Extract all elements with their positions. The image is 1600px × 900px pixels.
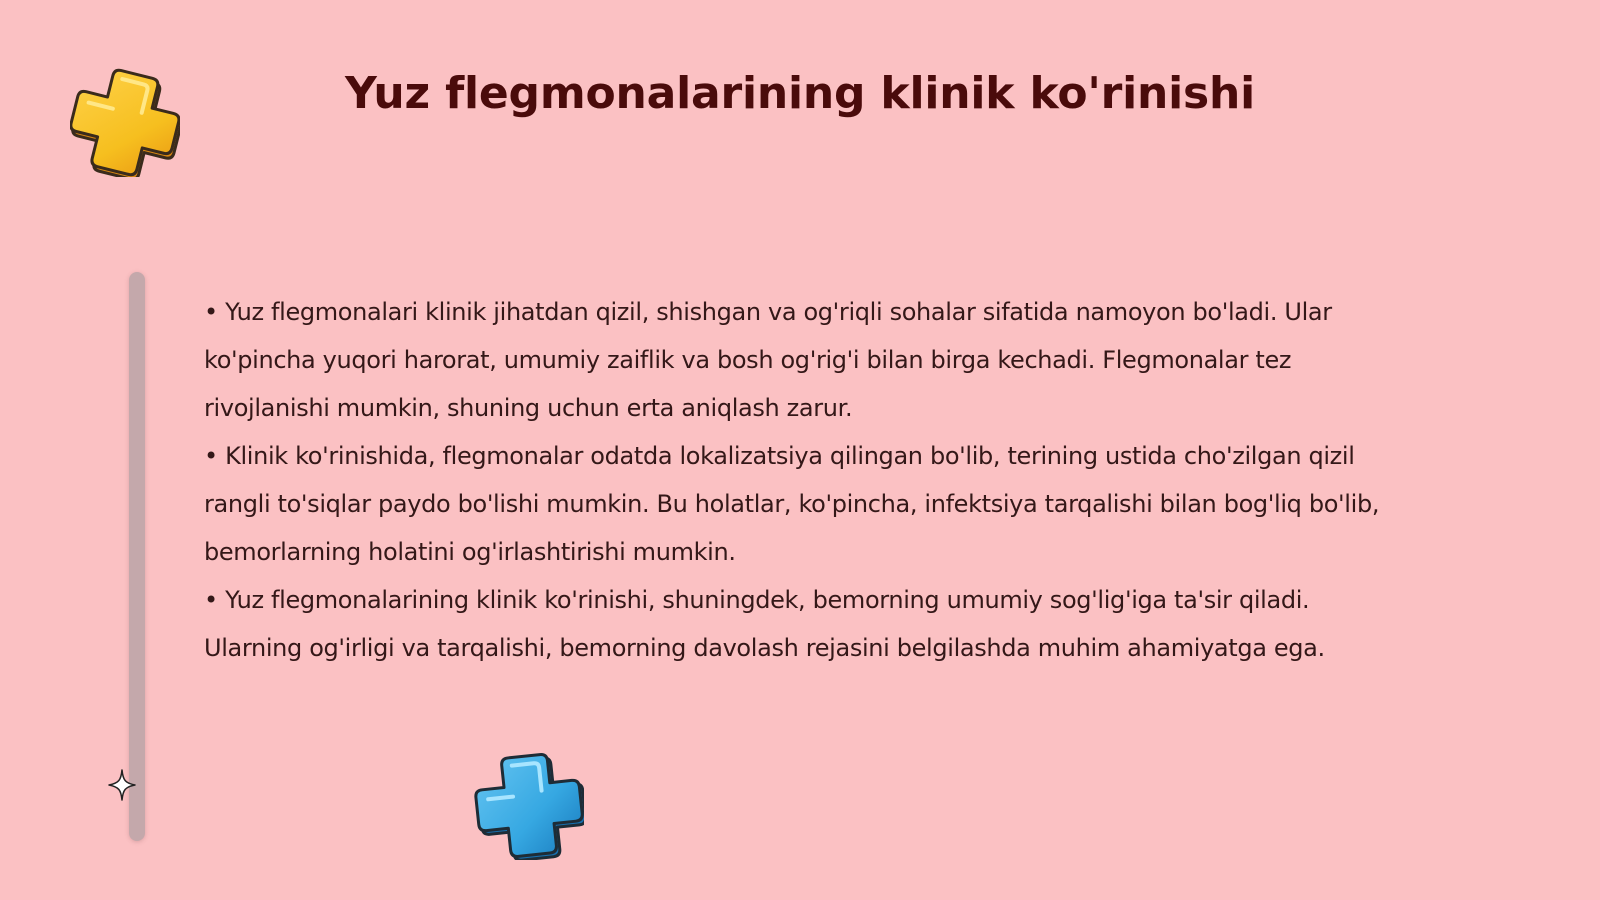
body-paragraph-3: • Yuz flegmonalarining klinik ko'rinishi, shuningdek, bemorning umumiy sog'lig'iga ta'sir qiladi. Ularning og'irligi va tarqalishi, bemorning davolash rejasini belgilashda muhim ahamiyatga ega.	[204, 586, 1325, 662]
body-paragraph-1: • Yuz flegmonalari klinik jihatdan qizil, shishgan va og'riqli sohalar sifatida namoyon bo'ladi. Ular ko'pincha yuqori harorat, umumiy zaiflik va bosh og'rig'i bilan birga kechadi. Flegmonalar tez rivojlanishi mumkin, shuning uchun erta aniqlash zarur.	[204, 298, 1332, 422]
slide-title: Yuz flegmonalarining klinik ko'rinishi	[344, 68, 1256, 119]
slide-body	[204, 288, 1399, 672]
sparkle-star-icon	[107, 768, 137, 802]
yellow-plus-icon	[70, 67, 180, 177]
blue-plus-icon	[474, 750, 584, 860]
vertical-accent-bar	[129, 272, 145, 841]
body-paragraph-2: • Klinik ko'rinishida, flegmonalar odatda lokalizatsiya qilingan bo'lib, terining ustida cho'zilgan qizil rangli to'siqlar paydo bo'lishi mumkin. Bu holatlar, ko'pincha, infektsiya tarqalishi bilan bog'liq bo'lib, bemorlarning holatini og'irlashtirishi mumkin.	[204, 442, 1380, 566]
